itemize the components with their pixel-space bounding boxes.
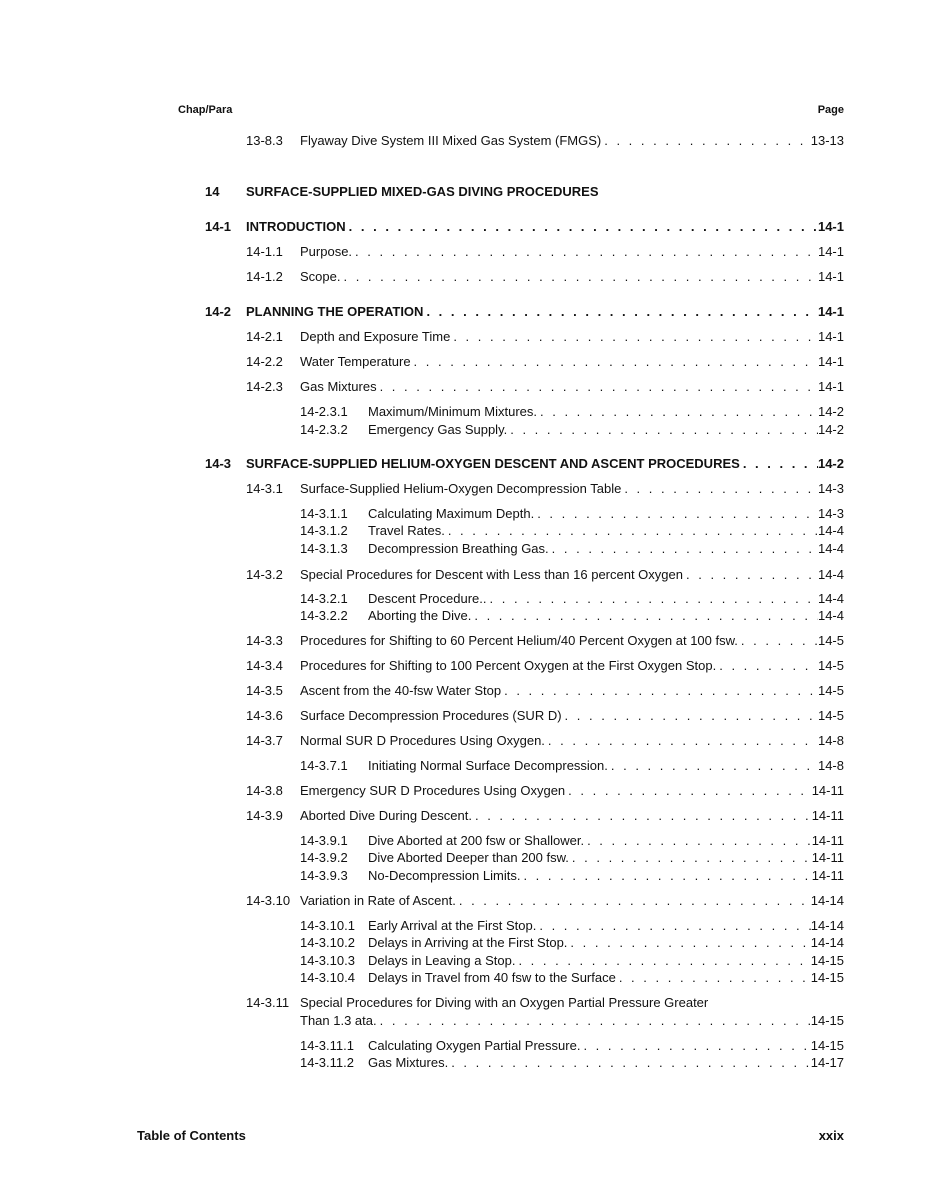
dot-leader bbox=[536, 918, 810, 934]
toc-entry-title-continued: Than 1.3 ata. bbox=[300, 1013, 377, 1028]
toc-entry[interactable] bbox=[246, 733, 844, 749]
toc-entry-number: 14-2 bbox=[205, 304, 232, 319]
toc-entry-title: Variation in Rate of Ascent. bbox=[300, 893, 456, 908]
toc-entry-number: 14-3.7 bbox=[246, 733, 283, 748]
toc-entry-title: Water Temperature bbox=[300, 354, 411, 369]
dot-leader bbox=[377, 379, 818, 395]
toc-entry-page: 14-8 bbox=[817, 733, 844, 748]
toc-entry-page: 14-1 bbox=[817, 219, 844, 234]
dot-leader bbox=[448, 1055, 811, 1071]
toc-entry[interactable] bbox=[300, 953, 844, 969]
toc-entry-title: Surface-Supplied Helium-Oxygen Decompression Table bbox=[300, 481, 622, 496]
toc-entry[interactable] bbox=[205, 456, 844, 472]
dot-leader bbox=[565, 783, 812, 799]
toc-entry-page: 14-14 bbox=[810, 935, 844, 950]
toc-entry-title: Scope. bbox=[300, 269, 341, 284]
dot-leader bbox=[601, 133, 811, 149]
toc-entry[interactable] bbox=[246, 808, 844, 824]
toc-entry-page: 14-8 bbox=[817, 758, 844, 773]
toc-entry[interactable] bbox=[246, 633, 844, 649]
toc-entry-page: 14-11 bbox=[811, 833, 844, 848]
header-page: Page bbox=[817, 104, 844, 116]
toc-entry[interactable] bbox=[246, 379, 844, 395]
toc-entry-title: Purpose. bbox=[300, 244, 353, 259]
toc-entry-title: Depth and Exposure Time bbox=[300, 329, 451, 344]
dot-leader bbox=[616, 970, 811, 986]
toc-entry-page: 14-15 bbox=[810, 1038, 844, 1053]
toc-entry-title: Flyaway Dive System III Mixed Gas System (FMGS) bbox=[300, 133, 602, 148]
toc-entry[interactable] bbox=[246, 481, 844, 497]
footer-page-number: xxix bbox=[818, 1128, 844, 1143]
dot-leader bbox=[740, 456, 818, 472]
toc-entry-page: 14-4 bbox=[817, 591, 844, 606]
toc-entry-title: PLANNING THE OPERATION bbox=[246, 304, 424, 319]
toc-entry[interactable] bbox=[246, 244, 844, 260]
toc-entry[interactable] bbox=[205, 304, 844, 320]
dot-leader bbox=[450, 329, 818, 345]
toc-entry-number: 14-3.9.3 bbox=[300, 868, 348, 883]
toc-entry-page: 14-3 bbox=[817, 506, 844, 521]
dot-leader bbox=[507, 422, 818, 438]
dot-leader bbox=[340, 269, 817, 285]
toc-entry-page: 14-1 bbox=[817, 329, 844, 344]
dot-leader bbox=[569, 850, 812, 866]
toc-entry[interactable] bbox=[300, 850, 844, 866]
toc-entry-number: 14-3.2 bbox=[246, 567, 283, 582]
toc-entry[interactable] bbox=[246, 354, 844, 370]
toc-entry[interactable] bbox=[300, 591, 844, 607]
toc-entry[interactable] bbox=[300, 1038, 844, 1054]
toc-entry[interactable] bbox=[246, 995, 844, 1029]
toc-entry-title: Ascent from the 40-fsw Water Stop bbox=[300, 683, 502, 698]
toc-entry-title: Decompression Breathing Gas. bbox=[368, 541, 549, 556]
dot-leader bbox=[580, 1038, 810, 1054]
toc-entry-page: 14-15 bbox=[810, 1013, 844, 1028]
toc-entry-title: Aborted Dive During Descent. bbox=[300, 808, 472, 823]
toc-entry-number: 14-3.11.1 bbox=[300, 1038, 354, 1053]
toc-entry[interactable] bbox=[300, 1055, 844, 1071]
toc-entry[interactable] bbox=[205, 184, 844, 200]
toc-entry[interactable] bbox=[300, 541, 844, 557]
toc-entry[interactable] bbox=[300, 935, 844, 951]
toc-entry-page: 14-4 bbox=[817, 608, 844, 623]
toc-entry[interactable] bbox=[246, 708, 844, 724]
toc-entry-title: Gas Mixtures bbox=[300, 379, 377, 394]
toc-entry-page: 14-5 bbox=[817, 633, 844, 648]
toc-entry[interactable] bbox=[300, 523, 844, 539]
toc-entry-page: 14-5 bbox=[817, 708, 844, 723]
toc-entry-page: 14-11 bbox=[811, 783, 844, 798]
dot-leader bbox=[445, 523, 818, 539]
toc-entry-title: Normal SUR D Procedures Using Oxygen. bbox=[300, 733, 545, 748]
toc-entry[interactable] bbox=[246, 893, 844, 909]
toc-entry-page: 14-1 bbox=[817, 269, 844, 284]
toc-entry[interactable] bbox=[205, 219, 844, 235]
toc-entry-title: Delays in Leaving a Stop. bbox=[368, 953, 516, 968]
toc-entry-title: Calculating Maximum Depth. bbox=[368, 506, 535, 521]
toc-entry-page: 14-1 bbox=[817, 379, 844, 394]
toc-entry-title: SURFACE-SUPPLIED HELIUM-OXYGEN DESCENT AND ASCENT PROCEDURES bbox=[246, 456, 740, 471]
dot-leader bbox=[423, 304, 818, 320]
toc-entry[interactable] bbox=[246, 269, 844, 285]
footer-title: Table of Contents bbox=[137, 1128, 246, 1143]
dot-leader bbox=[545, 733, 818, 749]
toc-entry-number: 14-3.1.2 bbox=[300, 523, 348, 538]
dot-leader bbox=[501, 683, 818, 699]
toc-entry-number: 14-2.2 bbox=[246, 354, 283, 369]
toc-entry-page: 14-1 bbox=[817, 304, 844, 319]
toc-entry-title: SURFACE-SUPPLIED MIXED-GAS DIVING PROCEDURES bbox=[246, 184, 599, 199]
toc-entry-page: 14-11 bbox=[811, 850, 844, 865]
toc-entry-page: 14-5 bbox=[817, 683, 844, 698]
toc-entry-number: 14-2.1 bbox=[246, 329, 283, 344]
toc-entry-title: Travel Rates. bbox=[368, 523, 445, 538]
toc-entry-page: 14-14 bbox=[810, 918, 844, 933]
toc-entry-number: 14-3.2.2 bbox=[300, 608, 348, 623]
toc-entry-number: 13-8.3 bbox=[246, 133, 283, 148]
dot-leader bbox=[456, 893, 811, 909]
toc-entry-page: 14-3 bbox=[817, 481, 844, 496]
toc-entry-number: 14-3.10.3 bbox=[300, 953, 355, 968]
toc-entry-number: 14-3.1.1 bbox=[300, 506, 348, 521]
toc-entry-number: 14-3.9.1 bbox=[300, 833, 348, 848]
toc-entry-page: 14-1 bbox=[817, 244, 844, 259]
toc-entry-page: 14-5 bbox=[817, 658, 844, 673]
toc-entry[interactable] bbox=[300, 404, 844, 420]
toc-entry-page: 14-15 bbox=[810, 953, 844, 968]
dot-leader bbox=[716, 658, 818, 674]
toc-entry-number: 14-1.2 bbox=[246, 269, 283, 284]
toc-entry-page: 14-2 bbox=[817, 422, 844, 437]
toc-entry[interactable] bbox=[300, 506, 844, 522]
toc-entry-number: 14-3.7.1 bbox=[300, 758, 348, 773]
toc-entry-page: 14-2 bbox=[817, 404, 844, 419]
toc-entry-number: 14-2.3.1 bbox=[300, 404, 348, 419]
dot-leader bbox=[520, 868, 811, 884]
toc-entry-title: Emergency Gas Supply. bbox=[368, 422, 508, 437]
toc-entry-page: 14-2 bbox=[817, 456, 844, 471]
dot-leader bbox=[584, 833, 812, 849]
toc-entry[interactable] bbox=[246, 567, 844, 583]
dot-leader bbox=[534, 506, 818, 522]
toc-entry-number: 14-3.3 bbox=[246, 633, 283, 648]
toc-entry-number: 14-3.2.1 bbox=[300, 591, 348, 606]
toc-entry-number: 14-3.5 bbox=[246, 683, 283, 698]
toc-entry-number: 14-3.11.2 bbox=[300, 1055, 354, 1070]
toc-entry-title: Initiating Normal Surface Decompression. bbox=[368, 758, 608, 773]
dot-leader bbox=[471, 608, 818, 624]
toc-entry[interactable] bbox=[300, 918, 844, 934]
dot-leader bbox=[608, 758, 818, 774]
toc-entry-page: 14-4 bbox=[817, 567, 844, 582]
toc-entry-number: 14-3.10.4 bbox=[300, 970, 355, 985]
header-chap-para: Chap/Para bbox=[178, 104, 233, 116]
toc-entry[interactable] bbox=[300, 758, 844, 774]
toc-entry[interactable] bbox=[300, 833, 844, 849]
toc-entry-page: 14-1 bbox=[817, 354, 844, 369]
toc-entry-number: 14-3.9 bbox=[246, 808, 283, 823]
toc-entry-page: 14-4 bbox=[817, 541, 844, 556]
toc-entry-page: 14-11 bbox=[811, 808, 844, 823]
toc-entry-title: Aborting the Dive. bbox=[368, 608, 472, 623]
toc-entry-number: 14-2.3 bbox=[246, 379, 283, 394]
toc-entry-number: 14-3.10 bbox=[246, 893, 291, 908]
toc-entry-number: 14-3.10.2 bbox=[300, 935, 355, 950]
dot-leader bbox=[567, 935, 810, 951]
dot-leader bbox=[537, 404, 818, 420]
toc-entry-number: 14-2.3.2 bbox=[300, 422, 348, 437]
toc-entry-title: Descent Procedure.. bbox=[368, 591, 487, 606]
toc-entry-title: Calculating Oxygen Partial Pressure. bbox=[368, 1038, 581, 1053]
toc-entry[interactable] bbox=[246, 329, 844, 345]
dot-leader bbox=[411, 354, 818, 370]
toc-entry-page: 13-13 bbox=[810, 133, 844, 148]
toc-entry-title: Dive Aborted Deeper than 200 fsw. bbox=[368, 850, 569, 865]
dot-leader bbox=[562, 708, 818, 724]
toc-entry-title: Special Procedures for Descent with Less than 16 percent Oxygen bbox=[300, 567, 683, 582]
toc-entry-title: INTRODUCTION bbox=[246, 219, 346, 234]
toc-entry-title: Special Procedures for Diving with an Oxygen Partial Pressure Greater bbox=[300, 995, 709, 1010]
toc-entry-number: 14-3.6 bbox=[246, 708, 283, 723]
toc-entry[interactable] bbox=[246, 658, 844, 674]
toc-entry-page: 14-11 bbox=[811, 868, 844, 883]
toc-entry-number: 14-1 bbox=[205, 219, 232, 234]
toc-entry-title: Gas Mixtures. bbox=[368, 1055, 449, 1070]
toc-entry-number: 14-3 bbox=[205, 456, 232, 471]
toc-entry-number: 14-3.1.3 bbox=[300, 541, 348, 556]
toc-entry-page: 14-4 bbox=[817, 523, 844, 538]
dot-leader bbox=[549, 541, 818, 557]
toc-entry-number: 14-3.1 bbox=[246, 481, 283, 496]
toc-entry-title: Delays in Arriving at the First Stop. bbox=[368, 935, 568, 950]
dot-leader bbox=[487, 591, 818, 607]
toc-entry-number: 14 bbox=[205, 184, 220, 199]
dot-leader bbox=[352, 244, 818, 260]
toc-entry-title: Dive Aborted at 200 fsw or Shallower. bbox=[368, 833, 585, 848]
toc-entry-title: Procedures for Shifting to 100 Percent Oxygen at the First Oxygen Stop. bbox=[300, 658, 717, 673]
toc-entry-number: 14-3.4 bbox=[246, 658, 283, 673]
toc-entry[interactable] bbox=[246, 133, 844, 149]
toc-entry-number: 14-3.8 bbox=[246, 783, 283, 798]
dot-leader bbox=[621, 481, 818, 497]
toc-entry-title: Surface Decompression Procedures (SUR D) bbox=[300, 708, 562, 723]
toc-entry-page: 14-14 bbox=[810, 893, 844, 908]
dot-leader bbox=[377, 1013, 811, 1029]
toc-entry-title: Delays in Travel from 40 fsw to the Surface bbox=[368, 970, 616, 985]
dot-leader bbox=[472, 808, 812, 824]
toc-entry[interactable] bbox=[300, 868, 844, 884]
toc-entry-title: Early Arrival at the First Stop. bbox=[368, 918, 537, 933]
toc-entry-title: Emergency SUR D Procedures Using Oxygen bbox=[300, 783, 566, 798]
dot-leader bbox=[515, 953, 810, 969]
toc-entry-title: Procedures for Shifting to 60 Percent Helium/40 Percent Oxygen at 100 fsw. bbox=[300, 633, 738, 648]
toc-entry[interactable] bbox=[246, 783, 844, 799]
toc-entry[interactable] bbox=[300, 608, 844, 624]
toc-entry-title: No-Decompression Limits. bbox=[368, 868, 521, 883]
toc-entry-page: 14-15 bbox=[810, 970, 844, 985]
toc-entry-number: 14-3.11 bbox=[246, 995, 290, 1010]
toc-entry-number: 14-1.1 bbox=[246, 244, 283, 259]
toc-entry[interactable] bbox=[300, 970, 844, 986]
toc-entry-page: 14-17 bbox=[810, 1055, 844, 1070]
toc-entry[interactable] bbox=[246, 683, 844, 699]
toc-entry-number: 14-3.10.1 bbox=[300, 918, 355, 933]
dot-leader bbox=[738, 633, 818, 649]
toc-entry-title: Maximum/Minimum Mixtures. bbox=[368, 404, 538, 419]
dot-leader bbox=[346, 219, 818, 235]
toc-entry-number: 14-3.9.2 bbox=[300, 850, 348, 865]
toc-entry[interactable] bbox=[300, 422, 844, 438]
dot-leader bbox=[683, 567, 818, 583]
